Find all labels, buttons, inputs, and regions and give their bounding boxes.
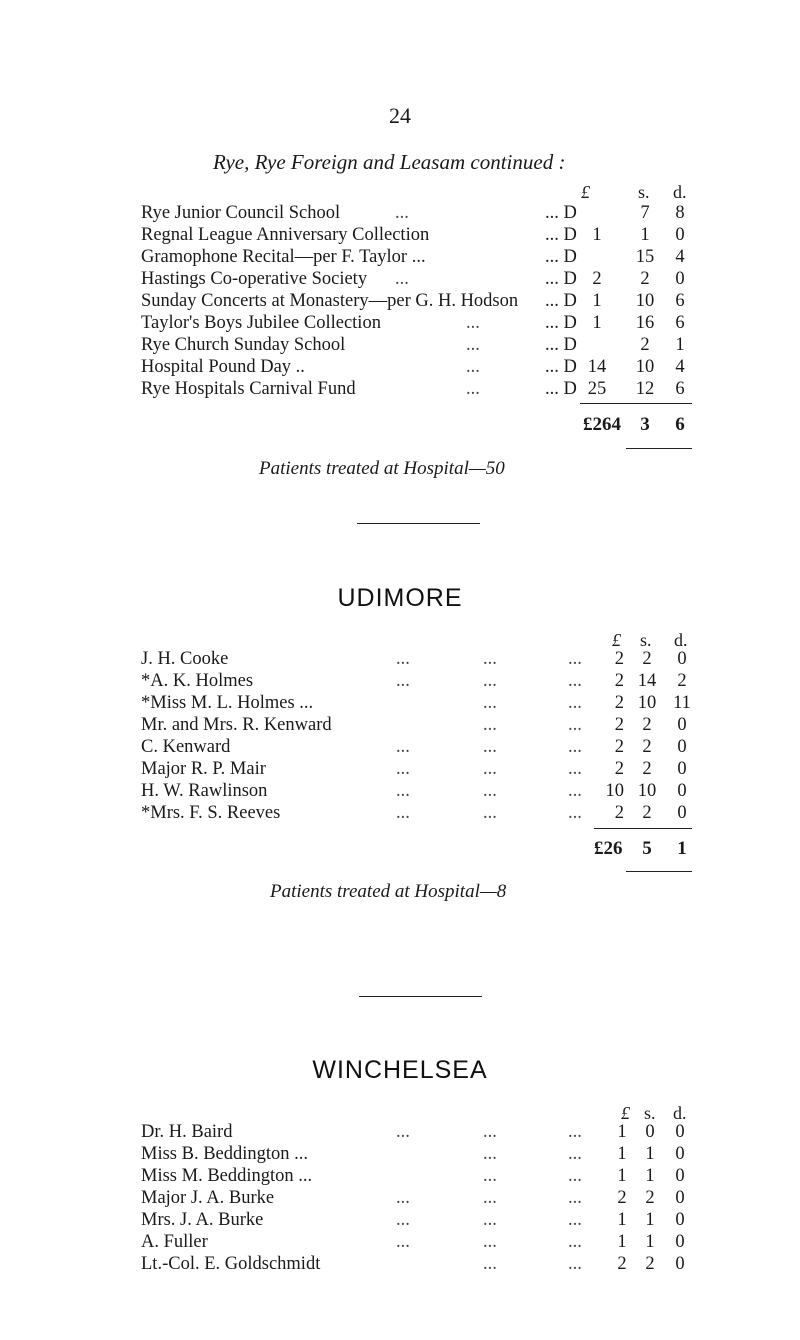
list-item: Miss B. Beddington ... ... ... 1 1 0 — [141, 1144, 685, 1164]
udimore-total-shillings: 5 — [642, 838, 652, 859]
list-item: A. Fuller ... ... ... 1 1 0 — [141, 1232, 685, 1252]
contributor-name: *Miss M. L. Holmes ... — [141, 693, 314, 713]
udimore-total-row — [0, 838, 800, 860]
shillings-header: s. — [640, 630, 652, 650]
list-item: *Miss M. L. Holmes ... ... ... 2 10 11 — [141, 693, 691, 713]
udimore-total-pence: 1 — [677, 838, 687, 859]
contributor-name: Hastings Co-operative Society — [141, 269, 368, 289]
list-item: Hospital Pound Day .. ... ... D 14 10 4 — [141, 357, 685, 377]
contributor-name: Rye Hospitals Carnival Fund — [141, 379, 356, 399]
pounds-header: £ — [621, 1103, 630, 1123]
rye-total-shillings: 3 — [640, 414, 650, 435]
contributor-name: Taylor's Boys Jubilee Collection — [141, 313, 381, 333]
list-item: J. H. Cooke ... ... ... 2 2 0 — [141, 649, 687, 669]
list-item: *Mrs. F. S. Reeves ... ... ... 2 2 0 — [141, 803, 687, 823]
contributor-name: Mrs. J. A. Burke — [141, 1210, 264, 1230]
contributor-name: Major R. P. Mair — [141, 759, 266, 779]
pounds-header: £ — [581, 182, 590, 202]
winchelsea-heading: WINCHELSEA — [312, 1056, 488, 1084]
list-item: Dr. H. Baird ... ... ... 1 0 0 — [141, 1122, 685, 1142]
list-item: Rye Hospitals Carnival Fund ... ... D 25 12 6 — [141, 379, 685, 399]
contributor-name: Gramophone Recital—per F. Taylor ... — [141, 247, 426, 267]
list-item: H. W. Rawlinson ... ... ... 10 10 0 — [141, 781, 687, 801]
udimore-heading: UDIMORE — [337, 584, 463, 612]
list-item: Rye Church Sunday School ... ... D 2 1 — [141, 335, 685, 355]
list-item: Regnal League Anniversary Collection ... D 1 1 0 — [141, 225, 685, 245]
rye-total-pence: 6 — [675, 414, 685, 435]
rye-total-pounds: £264 — [583, 414, 621, 435]
page-number: 24 — [389, 103, 411, 128]
contributor-name: Major J. A. Burke — [141, 1188, 275, 1208]
list-item: Lt.-Col. E. Goldschmidt ... ... 2 2 0 — [141, 1254, 685, 1274]
list-item: Rye Junior Council School ... ... D 7 8 — [141, 203, 685, 223]
udimore-total-rule-top — [594, 828, 692, 829]
list-item: Major J. A. Burke ... ... ... 2 2 0 — [141, 1188, 685, 1208]
list-item: Major R. P. Mair ... ... ... 2 2 0 — [141, 759, 687, 779]
contributor-name: Mr. and Mrs. R. Kenward — [141, 715, 332, 735]
contributor-name: Rye Junior Council School — [141, 203, 341, 223]
list-item: Mrs. J. A. Burke ... ... ... 1 1 0 — [141, 1210, 685, 1230]
pence-header: d. — [673, 182, 687, 202]
udimore-patients-note: Patients treated at Hospital—8 — [270, 881, 507, 902]
contributor-name: Miss B. Beddington ... — [141, 1144, 309, 1164]
contributor-name: Lt.-Col. E. Goldschmidt — [141, 1254, 321, 1274]
contributor-name: Rye Church Sunday School — [141, 335, 346, 355]
contributor-name: *Mrs. F. S. Reeves — [141, 803, 281, 823]
list-item: Gramophone Recital—per F. Taylor ... ... D 15 4 — [141, 247, 685, 267]
udimore-total-pounds: £26 — [594, 838, 623, 859]
rye-patients-note: Patients treated at Hospital—50 — [259, 458, 505, 479]
pence-header: d. — [673, 1103, 687, 1123]
contributor-name: Hospital Pound Day .. — [141, 357, 305, 377]
shillings-header: s. — [638, 182, 650, 202]
pounds-header: £ — [612, 630, 621, 650]
contributor-name: Miss M. Beddington ... — [141, 1166, 313, 1186]
contributor-name: J. H. Cooke — [141, 649, 229, 669]
shillings-header: s. — [644, 1103, 656, 1123]
contributor-name: Sunday Concerts at Monastery—per G. H. Hodson — [141, 291, 519, 311]
list-item: Mr. and Mrs. R. Kenward ... ... 2 2 0 — [141, 715, 687, 735]
udimore-total-rule-bottom — [626, 871, 692, 872]
section-divider — [357, 523, 480, 524]
section-divider — [359, 996, 482, 997]
contributor-name: *A. K. Holmes — [141, 671, 254, 691]
contributor-name: Regnal League Anniversary Collection — [141, 225, 430, 245]
contributor-name: A. Fuller — [141, 1232, 208, 1252]
contributor-name: Dr. H. Baird — [141, 1122, 233, 1142]
list-item: Hastings Co-operative Society ... ... D 2 2 0 — [141, 269, 685, 289]
list-item: Miss M. Beddington ... ... ... 1 1 0 — [141, 1166, 685, 1186]
contributor-name: C. Kenward — [141, 737, 231, 757]
pence-header: d. — [674, 630, 688, 650]
list-item: C. Kenward ... ... ... 2 2 0 — [141, 737, 687, 757]
rye-total-row — [0, 414, 800, 436]
list-item: Taylor's Boys Jubilee Collection ... ... D 1 16 6 — [141, 313, 685, 333]
rye-section-heading: Rye, Rye Foreign and Leasam continued : — [213, 150, 566, 174]
rye-total-rule-bottom — [626, 448, 692, 449]
contributor-name: H. W. Rawlinson — [141, 781, 268, 801]
list-item: *A. K. Holmes ... ... ... 2 14 2 — [141, 671, 687, 691]
list-item: Sunday Concerts at Monastery—per G. H. Hodson ... D 1 10 6 — [141, 291, 685, 311]
rye-total-rule-top — [580, 403, 692, 404]
